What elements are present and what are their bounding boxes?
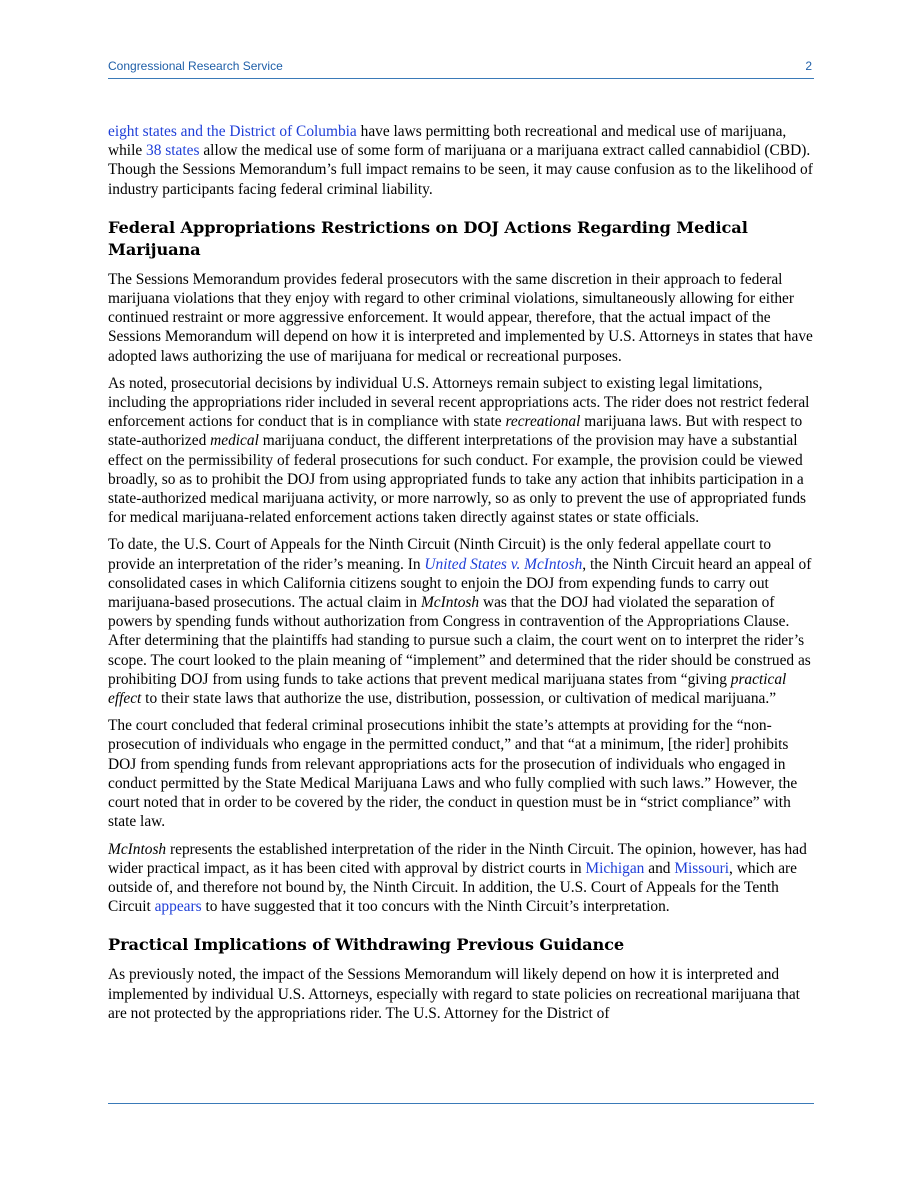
p3-emphasis-recreational: recreational (505, 413, 581, 431)
p6-text-1: represents the established interpretation of the rider in the Ninth Circuit. The opinion, however, has had wider practical impact, as it has been cited with approval by district courts in (108, 840, 807, 877)
p3-text-3: marijuana conduct, the different interpretations of the provision may have a substantial effect on the permissibility of federal prosecutions for such conduct. For example, the provision could be viewed broadly, so as to prohibit the DOJ from using appropriated funds to take any action that inhibits participation in a state-authorized medical marijuana activity, or more narrowly, so as only to prevent the use of appropriated funds for medical marijuana-related enforcement actions taken directly against states or state officials. (108, 432, 807, 527)
link-eight-states[interactable]: eight states and the District of Columbia (108, 123, 357, 140)
link-case-name[interactable]: United States v. McIntosh (424, 555, 583, 573)
link-missouri[interactable]: Missouri (674, 859, 730, 877)
p1-text-2: allow the medical use of some form of marijuana or a marijuana extract called cannabidiol (CBD). Though the Sessions Memorandum’s full impact remains to be seen, it may cause confusion as to the likelihood of industry participants facing federal criminal liability. (108, 142, 813, 198)
footer-divider (108, 1103, 814, 1104)
header-org-name: Congressional Research Service (108, 59, 283, 73)
p3-text-2: marijuana laws. But with respect to state-authorized (108, 413, 803, 450)
p6-text-2: and (644, 859, 675, 877)
p4-text-1: To date, the U.S. Court of Appeals for the Ninth Circuit (Ninth Circuit) is the only federal appellate court to provide an interpretation of the rider’s meaning. In (108, 536, 772, 573)
p4-text-4: to their state laws that authorize the use, distribution, possession, or cultivation of medical marijuana.” (141, 690, 777, 708)
section-heading-appropriations: Federal Appropriations Restrictions on DOJ Actions Regarding Medical Marijuana (108, 217, 748, 259)
page-header (108, 58, 814, 79)
p4-emphasis-mcintosh: McIntosh (420, 594, 480, 612)
p4-text-3: was that the DOJ had violated the separation of powers by spending funds without authorization from Congress in contravention of the Appropriations Clause. After determining that the plaintiffs had standing to pursue such a claim, the court went on to interpret the rider’s scope. The court looked to the plain meaning of “implement” and determined that the rider should be construed as prohibiting DOJ from using funds to take actions that prevent medical marijuana states from “giving (108, 594, 811, 688)
link-michigan[interactable]: Michigan (585, 859, 645, 877)
link-appears[interactable]: appears (154, 898, 202, 916)
page-number: 2 (805, 59, 812, 73)
p3-emphasis-medical: medical (210, 432, 259, 450)
p6-text-3: , which are outside of, and therefore not bound by, the Ninth Circuit. In addition, the U.S. Court of Appeals for the Tenth Circuit (108, 859, 797, 916)
paragraph-2: The Sessions Memorandum provides federal prosecutors with the same discretion in their approach to federal marijuana violations that they enjoy with regard to other criminal violations, simultaneously allowing for either continued restraint or more aggressive enforcement. It would appear, therefore, that the actual impact of the Sessions Memorandum will depend on how it is interpreted and implemented by U.S. Attorneys in states that have adopted laws authorizing the use of marijuana for medical or recreational purposes. (108, 270, 813, 365)
paragraph-7: As previously noted, the impact of the Sessions Memorandum will likely depend on how it is interpreted and implemented by individual U.S. Attorneys, especially with regard to state policies on recreational marijuana that are not protected by the appropriations rider. The U.S. Attorney for the District of (108, 966, 800, 1022)
link-united-states-v-mcintosh[interactable] (424, 556, 582, 573)
p3-text-1: As noted, prosecutorial decisions by individual U.S. Attorneys remain subject to existing legal limitations, including the appropriations rider included in several recent appropriations acts. The rider does not restrict federal enforcement actions for conduct that is in compliance with state (108, 374, 810, 431)
p4-text-2: , the Ninth Circuit heard an appeal of consolidated cases in which California citizens sought to enjoin the DOJ from expending funds to carry out marijuana-based prosecutions. The actual claim in (108, 555, 812, 612)
p1-text-1: have laws permitting both recreational and medical use of marijuana, while (108, 123, 787, 160)
paragraph-5: The court concluded that federal criminal prosecutions inhibit the state’s attempts at providing for the “non-prosecution of individuals who engage in the permitted conduct,” and that “at a minimum, [the rider] prohibits DOJ from spending funds from relevant appropriations acts for the prosecution of individuals who engaged in conduct permitted by the State Medical Marijuana Laws and who fully complied with such laws.” However, the court noted that in order to be covered by the rider, the conduct in question must be in “strict compliance” with state law. (108, 717, 798, 831)
paragraph-1 (108, 122, 816, 199)
paragraph-6 (108, 840, 816, 917)
p6-text-4: to have suggested that it too concurs with the Ninth Circuit’s interpretation. (201, 898, 670, 916)
p4-emphasis-practical-effect: practical effect (108, 670, 787, 708)
paragraph-3 (108, 374, 816, 528)
link-38-states[interactable]: 38 states (146, 142, 200, 160)
p6-emphasis-mcintosh: McIntosh (108, 840, 167, 858)
section-heading-practical-implications: Practical Implications of Withdrawing Previous Guidance (108, 935, 625, 955)
paragraph-4 (108, 535, 816, 708)
document-body (108, 122, 816, 1031)
